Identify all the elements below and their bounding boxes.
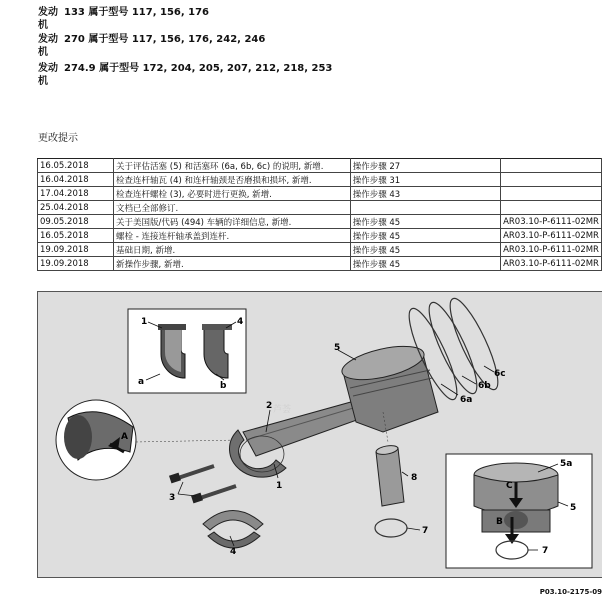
change-date: 17.04.2018 [38,187,114,201]
change-reference[interactable]: AR03.10-P-6111-02MR [501,229,602,243]
section-title: 更改提示 [38,133,78,144]
change-description: 螺栓 - 连接连杆轴承盖到连杆. [114,229,351,243]
watermark: 芦荟 [273,405,292,415]
label-6c: 6c [494,369,506,379]
label-4-inset: 4 [237,317,244,327]
change-reference[interactable]: AR03.10-P-6111-02MR [501,243,602,257]
table-row [38,257,602,271]
change-reference[interactable] [501,173,602,187]
label-B: B [496,517,503,527]
table-row [38,229,602,243]
label-6b: 6b [478,381,491,391]
change-date: 16.05.2018 [38,159,114,173]
change-description: 文档已全部修订. [114,201,351,215]
table-row [38,201,602,215]
illustration-svg [38,292,602,577]
change-reference[interactable] [501,159,602,173]
label-5a: 5a [560,459,573,469]
change-description: 关于评估活塞 (5) 和活塞环 (6a, 6b, 6c) 的说明, 新增. [114,159,351,173]
label-b: b [220,381,227,391]
table-row [38,215,602,229]
change-description: 基础日期, 新增. [114,243,351,257]
label-7-inset: 7 [542,546,549,556]
label-1: 1 [276,481,283,491]
change-date: 19.09.2018 [38,257,114,271]
label-7: 7 [422,526,429,536]
change-step[interactable]: 操作步骤 45 [350,229,500,243]
label-2: 2 [266,401,273,411]
change-step[interactable] [350,201,500,215]
change-date: 19.09.2018 [38,243,114,257]
change-date: 16.05.2018 [38,229,114,243]
change-date: 25.04.2018 [38,201,114,215]
engine-label: 发动机 [38,7,58,31]
change-description: 检查连杆轴瓦 (4) 和连杆轴颈是否磨损和损坏, 新增. [114,173,351,187]
change-description: 关于美国版/代码 (494) 车辆的详细信息, 新增. [114,215,351,229]
change-description: 新操作步骤, 新增. [114,257,351,271]
engine-label: 发动机 [38,63,58,87]
label-1-inset: 1 [141,317,148,327]
engine-models: 133 属于型号 117, 156, 176 [64,7,210,18]
label-5-inset: 5 [570,503,577,513]
change-step[interactable]: 操作步骤 27 [350,159,500,173]
change-date: 16.04.2018 [38,173,114,187]
change-step[interactable]: 操作步骤 45 [350,257,500,271]
label-5: 5 [334,343,341,353]
change-notes-table [37,158,602,271]
label-A: A [121,432,128,442]
engine-label: 发动机 [38,34,58,58]
table-row [38,243,602,257]
change-step[interactable]: 操作步骤 45 [350,215,500,229]
change-reference[interactable]: AR03.10-P-6111-02MR [501,257,602,271]
label-4: 4 [230,547,237,557]
change-reference[interactable] [501,187,602,201]
change-description: 检查连杆螺栓 (3), 必要时进行更换, 新增. [114,187,351,201]
figure-code: P03.10-2175-09 [539,588,602,596]
change-reference[interactable] [501,201,602,215]
label-3: 3 [169,493,176,503]
lower-bearing-shells [203,511,263,558]
label-C: C [506,481,513,491]
change-date: 09.05.2018 [38,215,114,229]
rod-bolts [169,466,236,503]
label-a: a [138,377,145,387]
change-step[interactable]: 操作步骤 45 [350,243,500,257]
label-8: 8 [411,473,418,483]
exploded-illustration [37,291,602,578]
change-step[interactable]: 操作步骤 43 [350,187,500,201]
table-row [38,173,602,187]
label-6a: 6a [460,395,473,405]
change-step[interactable]: 操作步骤 31 [350,173,500,187]
bearing-shell-inset [128,309,246,393]
piston-detail-inset [446,454,592,568]
engine-models: 270 属于型号 117, 156, 176, 242, 246 [64,34,266,45]
table-row [38,159,602,173]
table-row [38,187,602,201]
engine-models: 274.9 属于型号 172, 204, 205, 207, 212, 218, 253 [64,63,333,74]
change-reference[interactable]: AR03.10-P-6111-02MR [501,215,602,229]
